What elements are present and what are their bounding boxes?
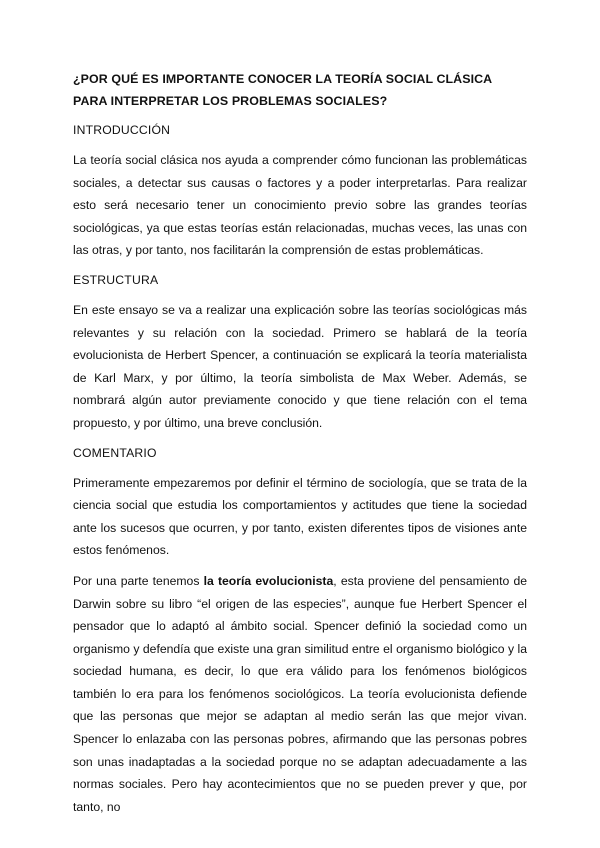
document-title: ¿POR QUÉ ES IMPORTANTE CONOCER LA TEORÍA SOCIAL CLÁSICA PARA INTERPRETAR LOS PROBLEMAS SOCIALES? <box>73 72 492 108</box>
comment-paragraph-2-lead: Por una parte tenemos <box>73 573 204 588</box>
structure-paragraph: En este ensayo se va a realizar una explicación sobre las teorías sociológicas más relevantes y su relación con la sociedad. Primero se hablará de la teoría evolucionista de Herbert Spencer, a continuación se explicará la teoría materialista de Karl Marx, y por último, la teoría simbolista de Max Weber. Además, se nombrará algún autor previamente conocido y que tiene relación con el tema propuesto, y por último, una breve conclusión. <box>73 302 527 430</box>
section-heading-comment: COMENTARIO <box>73 445 157 460</box>
document-page <box>73 68 527 826</box>
section-heading-introduction: INTRODUCCIÓN <box>73 123 171 137</box>
comment-paragraph-2 <box>73 570 527 819</box>
section-heading-structure: ESTRUCTURA <box>73 272 159 287</box>
evolutionist-theory-term: la teoría evolucionista <box>203 573 334 588</box>
comment-paragraph-1: Primeramente empezaremos por definir el término de sociología, que se trata de la ciencia social que estudia los comportamientos y actitudes que tiene la sociedad ante los sucesos que ocurren, y por tanto, existen diferentes tipos de visiones ante estos fenómenos. <box>73 475 527 558</box>
comment-paragraph-2-rest: , esta proviene del pensamiento de Darwin sobre su libro “el origen de las especies”, aunque fue Herbert Spencer el pensador que lo adaptó al ámbito social. Spencer definió la sociedad como un organismo y defendía que existe una gran similitud entre el organismo biológico y la sociedad humana, es decir, lo que era válido para los fenómenos biológicos también lo era para los fenómenos sociológicos. La teoría evolucionista defiende que las personas que mejor se adaptan al medio serán las que mejor vivan. Spencer lo enlazaba con las personas pobres, afirmando que las personas pobres son unas inadaptadas a la sociedad porque no se adaptan adecuadamente a las normas sociales. Pero hay acontecimientos que no se pueden prever y que, por tanto, no <box>73 573 528 814</box>
introduction-paragraph: La teoría social clásica nos ayuda a comprender cómo funcionan las problemáticas sociales, a detectar sus causas o factores y a poder interpretarlas. Para realizar esto será necesario tener un conocimiento previo sobre las grandes teorías sociológicas, ya que estas teorías están relacionadas, muchas veces, las unas con las otras, y por tanto, nos facilitarán la comprensión de estas problemáticas. <box>73 153 527 258</box>
